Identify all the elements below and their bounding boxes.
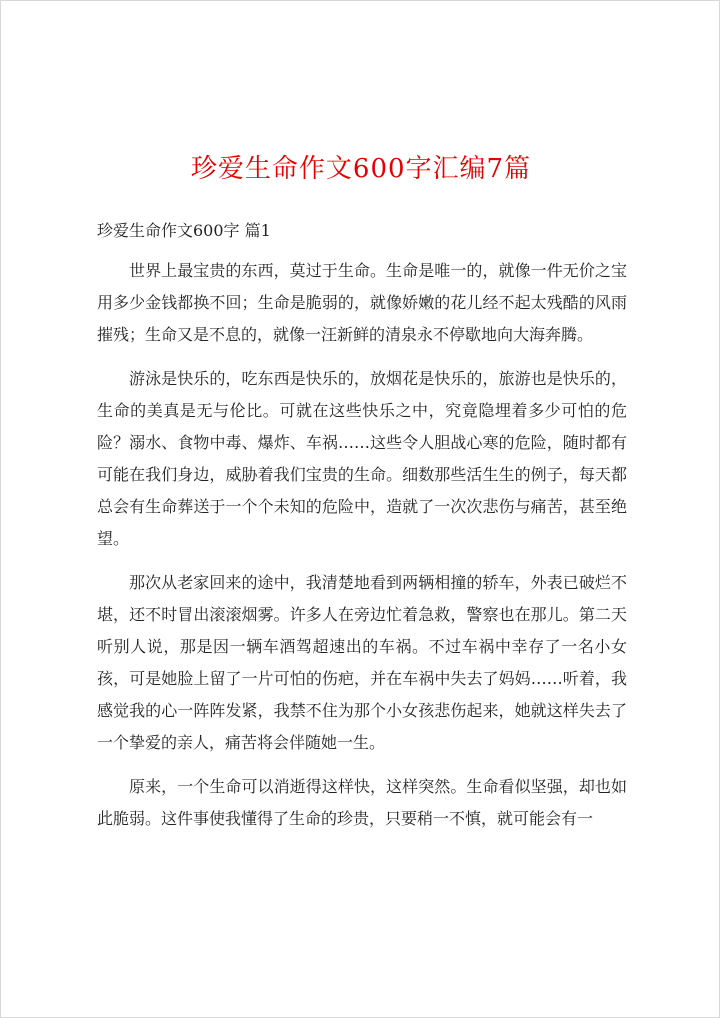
section-heading: 珍爱生命作文600字 篇1 [97,221,271,240]
paragraph: 世界上最宝贵的东西，莫过于生命。生命是唯一的，就像一件无价之宝用多少金钱都换不回；生命是脆弱的，就像娇嫩的花儿经不起太残酷的风雨摧残；生命又是不息的，就像一汪新鲜的清泉永不停歇地向大海奔腾。 [97,261,627,344]
paragraph: 那次从老家回来的途中，我清楚地看到两辆相撞的轿车，外表已破烂不堪，还不时冒出滚滚烟雾。许多人在旁边忙着急救，警察也在那儿。第二天听别人说，那是因一辆车酒驾超速出的车祸。不过车祸中幸存了一名小女孩，可是她脸上留了一片可怕的伤疤，并在车祸中失去了妈妈……听着，我感觉我的心一阵阵发紧，我禁不住为那个小女孩悲伤起来，她就这样失去了一个挚爱的亲人，痛苦将会伴随她一生。 [97,573,627,752]
body-text [97,255,627,847]
document-title: 珍爱生命作文600字汇编7篇 [190,154,532,184]
paragraph: 游泳是快乐的，吃东西是快乐的，放烟花是快乐的，旅游也是快乐的，生命的美真是无与伦比。可就在这些快乐之中，究竟隐埋着多少可怕的危险？溺水、食物中毒、爆炸、车祸……这些令人胆战心寒的危险，随时都有可能在我们身边，威胁着我们宝贵的生命。细数那些活生生的例子，每天都总会有生命葬送于一个个未知的危险中，造就了一次次悲伤与痛苦，甚至绝望。 [97,369,627,548]
paragraph: 原来，一个生命可以消逝得这样快，这样突然。生命看似坚强，却也如此脆弱。这件事使我懂得了生命的珍贵，只要稍一不慎，就可能会有一 [97,777,627,828]
